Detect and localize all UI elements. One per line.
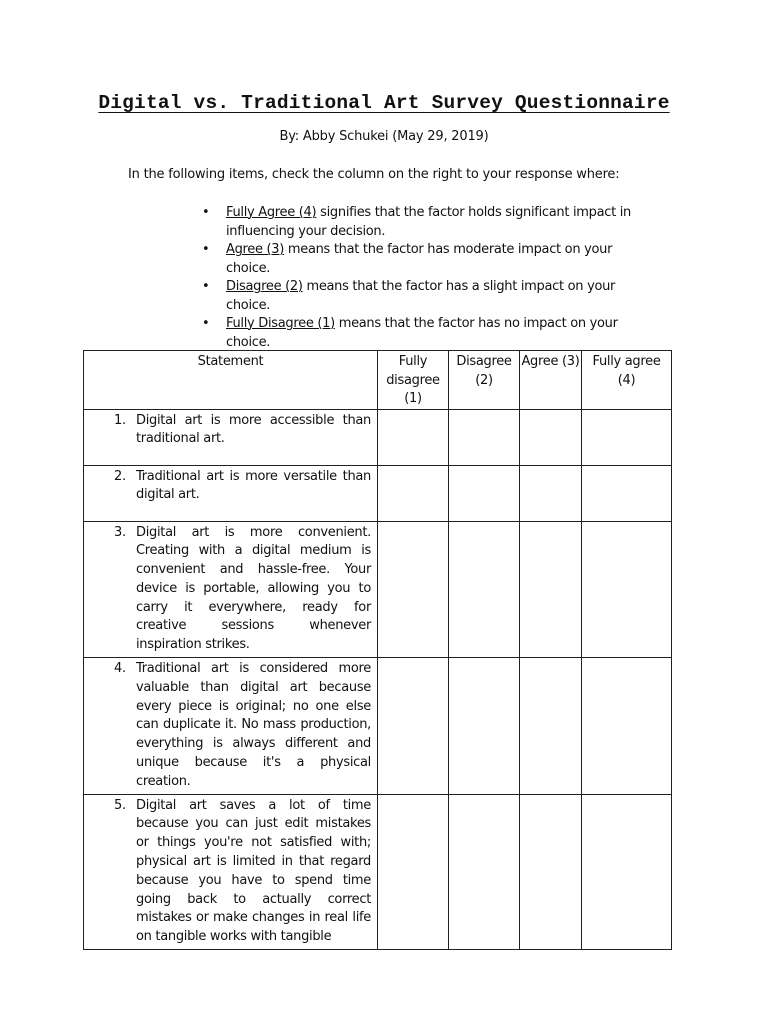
legend-item	[226, 241, 646, 278]
statement-cell	[84, 465, 378, 521]
response-cell-disagree[interactable]	[449, 409, 520, 465]
author-byline: By: Abby Schukei (May 29, 2019)	[279, 129, 489, 144]
response-cell-agree[interactable]	[520, 794, 582, 949]
statement-cell	[84, 658, 378, 795]
header-fully-agree: Fully agree (4)	[582, 351, 672, 410]
response-cell-agree[interactable]	[520, 409, 582, 465]
response-cell-fully-disagree[interactable]	[378, 409, 449, 465]
response-cell-agree[interactable]	[520, 658, 582, 795]
response-cell-disagree[interactable]	[449, 465, 520, 521]
document-title-wrap	[0, 92, 768, 114]
response-cell-fully-disagree[interactable]	[378, 794, 449, 949]
statement-cell	[84, 521, 378, 658]
legend-description: means that the factor has no impact on your choice.	[226, 316, 618, 350]
instructions-text: In the following items, check the column on the right to your response where:	[128, 167, 620, 182]
legend-description: means that the factor has moderate impact on your choice.	[226, 242, 613, 276]
statement-number: 4.	[114, 661, 126, 677]
statement-cell	[84, 794, 378, 949]
statement-number: 2.	[114, 468, 126, 484]
table-row	[84, 794, 672, 949]
response-cell-fully-agree[interactable]	[582, 409, 672, 465]
response-cell-disagree[interactable]	[449, 794, 520, 949]
statement-text: Digital art saves a lot of time because you can just edit mistakes or things you're not satisfied with; physical art is limited in that regard because you have to spend time going back to actually correct mistakes or make changes in real life on tangible works with tangible	[136, 797, 371, 945]
legend-item	[226, 278, 646, 315]
legend-term: Fully Disagree (1)	[226, 316, 335, 331]
statement-number: 3.	[114, 524, 126, 540]
survey-table	[83, 350, 672, 950]
table-row	[84, 409, 672, 465]
header-agree: Agree (3)	[520, 351, 582, 410]
statement-number: 5.	[114, 797, 126, 813]
document-title: Digital vs. Traditional Art Survey Questionnaire	[98, 92, 670, 114]
header-fully-disagree: Fully disagree (1)	[378, 351, 449, 410]
table-header-row	[84, 351, 672, 410]
response-cell-fully-agree[interactable]	[582, 658, 672, 795]
response-cell-disagree[interactable]	[449, 658, 520, 795]
table-row	[84, 521, 672, 658]
response-cell-fully-agree[interactable]	[582, 465, 672, 521]
legend-description: signifies that the factor holds significant impact in influencing your decision.	[226, 205, 631, 239]
response-cell-agree[interactable]	[520, 465, 582, 521]
header-statement: Statement	[84, 351, 378, 410]
statement-text: Traditional art is considered more valuable than digital art because every piece is original; no one else can duplicate it. No mass production, everything is always different and unique because it's a physical creation.	[136, 661, 371, 789]
statement-text: Traditional art is more versatile than digital art.	[136, 468, 371, 503]
response-cell-fully-disagree[interactable]	[378, 465, 449, 521]
response-cell-fully-disagree[interactable]	[378, 658, 449, 795]
response-cell-fully-agree[interactable]	[582, 794, 672, 949]
response-cell-agree[interactable]	[520, 521, 582, 658]
legend-item	[226, 315, 646, 352]
legend-description: means that the factor has a slight impact on your choice.	[226, 279, 616, 313]
legend-item	[226, 204, 646, 241]
header-disagree: Disagree (2)	[449, 351, 520, 410]
response-cell-disagree[interactable]	[449, 521, 520, 658]
table-row	[84, 465, 672, 521]
legend-term: Fully Agree (4)	[226, 205, 317, 220]
statement-cell	[84, 409, 378, 465]
response-cell-fully-agree[interactable]	[582, 521, 672, 658]
statement-number: 1.	[114, 412, 126, 428]
table-row	[84, 658, 672, 795]
statement-text: Digital art is more convenient. Creating with a digital medium is convenient and hassle-free. Your device is portable, allowing you to carry it everywhere, ready for creative sessions whenever inspiration strikes.	[136, 524, 371, 653]
legend-term: Agree (3)	[226, 242, 285, 257]
statement-text: Digital art is more accessible than traditional art.	[136, 412, 371, 447]
scale-legend-list	[226, 204, 646, 352]
legend-term: Disagree (2)	[226, 279, 303, 294]
response-cell-fully-disagree[interactable]	[378, 521, 449, 658]
